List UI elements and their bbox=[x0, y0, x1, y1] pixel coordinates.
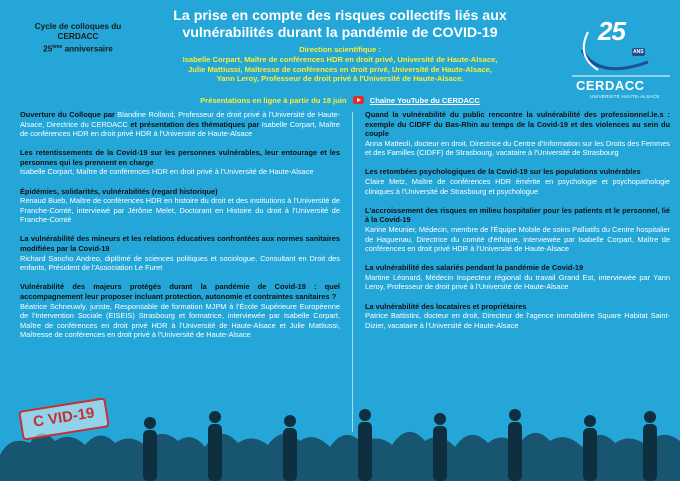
direction-line-3: Yann Leroy, Professeur de droit privé à l'Université de Haute-Alsace. bbox=[216, 74, 464, 84]
themes-speaker: Isabelle Corpart, Maître de conférences HDR en droit privé HDR à l'Université de Haute-Alsace bbox=[20, 119, 340, 139]
anniversary-number: 25 bbox=[43, 44, 53, 54]
anniversary-text: anniversaire bbox=[62, 44, 113, 54]
title-line-2: vulnérabilités durant la pandémie de COVID-19 bbox=[182, 25, 498, 41]
program-item bbox=[365, 110, 670, 158]
item-heading: Les retombées psychologiques de la Covid-19 sur les populations vulnérables bbox=[365, 167, 641, 177]
item-heading: Les retentissements de la Covid-19 sur les personnes vulnérables, leur entourage et les personnes qui les prennent en charge bbox=[20, 148, 340, 167]
program-item bbox=[20, 234, 340, 272]
item-heading: La vulnérabilité des mineurs et les relations éducatives confrontées aux normes sanitaires modifiées par la Covid-19 bbox=[20, 234, 340, 254]
program-item bbox=[365, 263, 670, 292]
series-line-2: CERDACC bbox=[57, 32, 99, 41]
item-heading: La vulnérabilité des salariés pendant la pandémie de Covid-19 bbox=[365, 263, 584, 273]
item-heading: Épidémies, solidarités, vulnérabilités (regard historique) bbox=[20, 186, 218, 196]
item-speaker: Anna Matteoli, docteur en droit, Directrice du Centre d'Information sur les Droits des Femmes et des Familles (CIDFF) de Strasbourg, vacataire à l'Université de Strasbourg bbox=[365, 138, 670, 158]
title-line-1: La prise en compte des risques collectifs liés aux bbox=[173, 8, 507, 24]
themes-label: et présentation des thématiques par bbox=[127, 119, 262, 129]
item-speaker: Richard Sancho Andreo, diplômé de sciences politiques et sociologue, Consultant en Droit des enfants, Président de l'Association Le Furet bbox=[20, 253, 340, 273]
program-item bbox=[20, 187, 340, 225]
anniversary-sup: ème bbox=[52, 44, 63, 50]
page-title bbox=[150, 8, 530, 42]
program-left-column bbox=[20, 110, 340, 349]
opening-label: Ouverture du Colloque par bbox=[20, 110, 118, 119]
online-banner bbox=[140, 96, 540, 106]
opening-speaker: Blandine Rolland, Professeur de droit privé à l'Université de Haute-Alsace, Directrice du CERDACC bbox=[20, 110, 341, 129]
logo-ans: ANS bbox=[633, 49, 644, 55]
youtube-channel-link[interactable]: Chaîne YouTube du CERDACC bbox=[369, 96, 480, 105]
covid-stamp: C VID-19 bbox=[18, 397, 110, 440]
item-speaker: Karine Meunier, Médecin, membre de l'Équipe Mobile de soins Palliatifs du Centre hospitalier de Haguenau, Directrice du comité d'éthique, interviewée par Isabelle Corpart, Maître de conférences en droit privé HDR à l'Université de Haute-Alsace bbox=[365, 224, 670, 254]
cerdacc-logo bbox=[568, 10, 674, 102]
item-heading: L'accroissement des risques en milieu hospitalier pour les patients et le personnel, lié à la Covid-19 bbox=[365, 205, 670, 225]
item-heading: Quand la vulnérabilité du public rencontre la vulnérabilité des professionnel.le.s : exemple du CIDFF du Bas-Rhin au temps de la Covid-19 et des violences au sein du couple bbox=[365, 110, 670, 139]
program-item bbox=[365, 206, 670, 254]
program-item bbox=[365, 167, 670, 196]
item-heading: La vulnérabilité des locataires et propriétaires bbox=[365, 301, 527, 311]
program-item bbox=[20, 282, 340, 340]
item-speaker: Isabelle Corpart, Maître de conférences HDR en droit privé à l'Université de Haute-Alsace bbox=[20, 167, 314, 177]
scientific-direction bbox=[150, 45, 530, 84]
series-line-3 bbox=[8, 42, 148, 55]
program-item bbox=[20, 148, 340, 177]
program-item bbox=[365, 302, 670, 331]
direction-line-2: Julie Mattiussi, Maîtresse de conférences en droit privé, Université de Haute-Alsace, bbox=[188, 64, 492, 74]
item-speaker: Renaud Bueb, Maître de conférences HDR en histoire du droit et des institutions à l'Université de Franche-Comté, interviewé par Jérôme Melet, Doctorant en Histoire du droit à l'Université de Franche-Comté bbox=[20, 196, 340, 225]
item-heading: Vulnérabilité des majeurs protégés durant la pandémie de Covid-19 : quel accompagnement leur proposer incluant protection, autonomie et contraintes sanitaires ? bbox=[20, 282, 340, 301]
program-right-column bbox=[365, 110, 670, 340]
direction-label: Direction scientifique : bbox=[299, 45, 381, 54]
logo-subtitle: UNIVERSITÉ HAUTE-ALSACE bbox=[590, 94, 660, 99]
logo-number: 25 bbox=[598, 16, 625, 46]
item-speaker: Claire Metz, Maître de conférences HDR émérite en psychologie et psychopathologie cliniques à l'Université de Strasbourg et psychologue bbox=[365, 177, 670, 196]
item-speaker: Martine Léonard, Médecin Inspecteur régional du travail Grand Est, interviewée par Yann Leroy, Professeur de droit privé à l'Université de Haute-Alsace bbox=[365, 272, 670, 292]
logo-name: CERDACC bbox=[576, 78, 645, 93]
online-text: Présentations en ligne à partir du 18 juin bbox=[200, 96, 347, 105]
series-line-1: Cycle de colloques du bbox=[34, 22, 122, 31]
item-speaker: Patrice Battistini, docteur en droit, Directeur de l'agence immobilière Square Habitat Saint-Dizier, vacataire à l'Université de Haute-Alsace bbox=[365, 311, 670, 330]
youtube-icon bbox=[353, 96, 364, 104]
direction-line-1: Isabelle Corpart, Maître de conférences HDR en droit privé, Université de Haute-Alsace, bbox=[182, 54, 498, 64]
series-label bbox=[8, 22, 148, 55]
program-item bbox=[20, 110, 340, 139]
column-divider bbox=[352, 112, 353, 432]
item-speaker: Béatrice Schneuwly, juriste, Responsable de formation MJPM à l'École Supérieure Européenne de l'Intervention Sociale (EISEIS) Strasbourg et formatrice, interviewée par Isabelle Corpart, Maître de conférences en droit privé HDR à l'Université de Haute-Alsace et Julie Mattiussi, Maîtresse de conférences en droit privé à l'Université de Haute-Alsace bbox=[20, 301, 340, 340]
